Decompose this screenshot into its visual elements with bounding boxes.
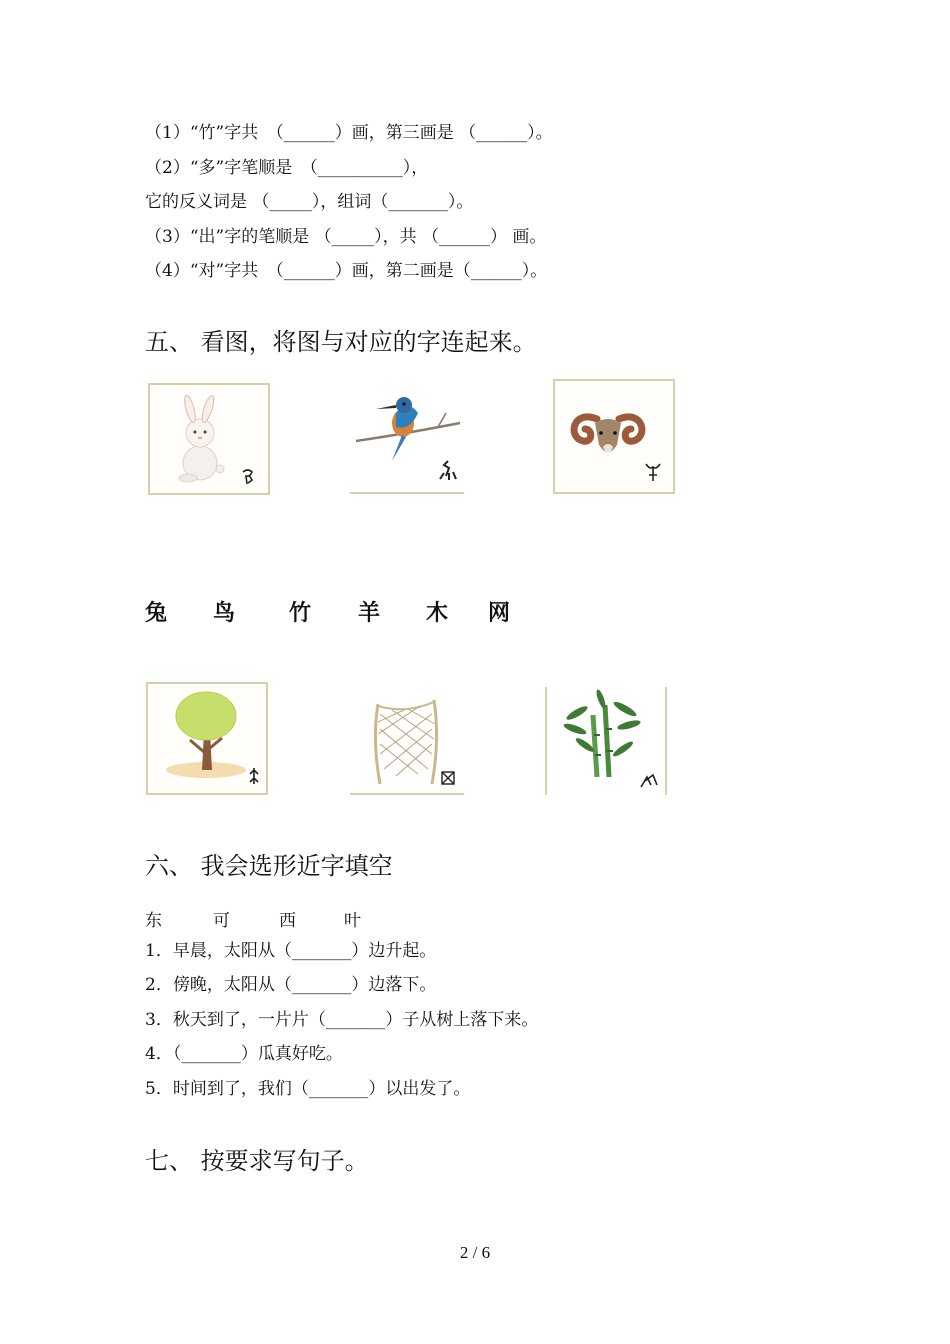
bamboo-picture <box>545 685 669 797</box>
ancient-bird-glyph <box>440 461 456 480</box>
fill-item: 5．时间到了，我们（_______）以出发了。 <box>145 1079 471 1099</box>
ram-picture <box>553 379 675 495</box>
tree-picture <box>146 682 268 796</box>
section-6-heading: 六、 我会选形近字填空 <box>145 852 393 880</box>
ancient-bamboo-glyph <box>641 775 657 787</box>
char-bird[interactable]: 鸟 <box>213 601 236 626</box>
fill-item: 4．（_______）瓜真好吃。 <box>145 1044 343 1064</box>
char-bamboo[interactable]: 竹 <box>289 601 312 626</box>
word-choice: 叶 <box>344 911 361 931</box>
bird-picture <box>348 383 466 495</box>
char-tree[interactable]: 木 <box>426 601 449 626</box>
word-choice: 东 <box>145 911 162 931</box>
question-2b: 它的反义词是 （_____），组词（_______）。 <box>145 192 474 212</box>
question-1: （1）“竹”字共 （______）画，第三画是 （______）。 <box>145 123 553 143</box>
section-7-heading: 七、 按要求写句子。 <box>145 1147 369 1175</box>
question-2a: （2）“多”字笔顺是 （__________）， <box>145 158 429 178</box>
fill-item: 3．秋天到了，一片片（_______）子从树上落下来。 <box>145 1010 539 1030</box>
char-rabbit[interactable]: 兔 <box>145 601 168 626</box>
net-picture <box>348 684 466 796</box>
rabbit-picture <box>148 383 270 495</box>
char-sheep[interactable]: 羊 <box>358 601 381 626</box>
question-3: （3）“出”字的笔顺是 （_____），共 （______） 画。 <box>145 227 547 247</box>
ancient-net-glyph <box>442 772 454 784</box>
question-4: （4）“对”字共 （______）画，第二画是（______）。 <box>145 261 548 281</box>
fill-item: 2．傍晚，太阳从（_______）边落下。 <box>145 975 437 995</box>
fill-item: 1．早晨，太阳从（_______）边升起。 <box>145 941 437 961</box>
word-choice: 可 <box>213 911 230 931</box>
page-number: 2 / 6 <box>459 1243 491 1262</box>
word-choice: 西 <box>279 911 296 931</box>
char-net[interactable]: 网 <box>488 601 511 626</box>
section-5-heading: 五、 看图，将图与对应的字连起来。 <box>145 328 537 356</box>
